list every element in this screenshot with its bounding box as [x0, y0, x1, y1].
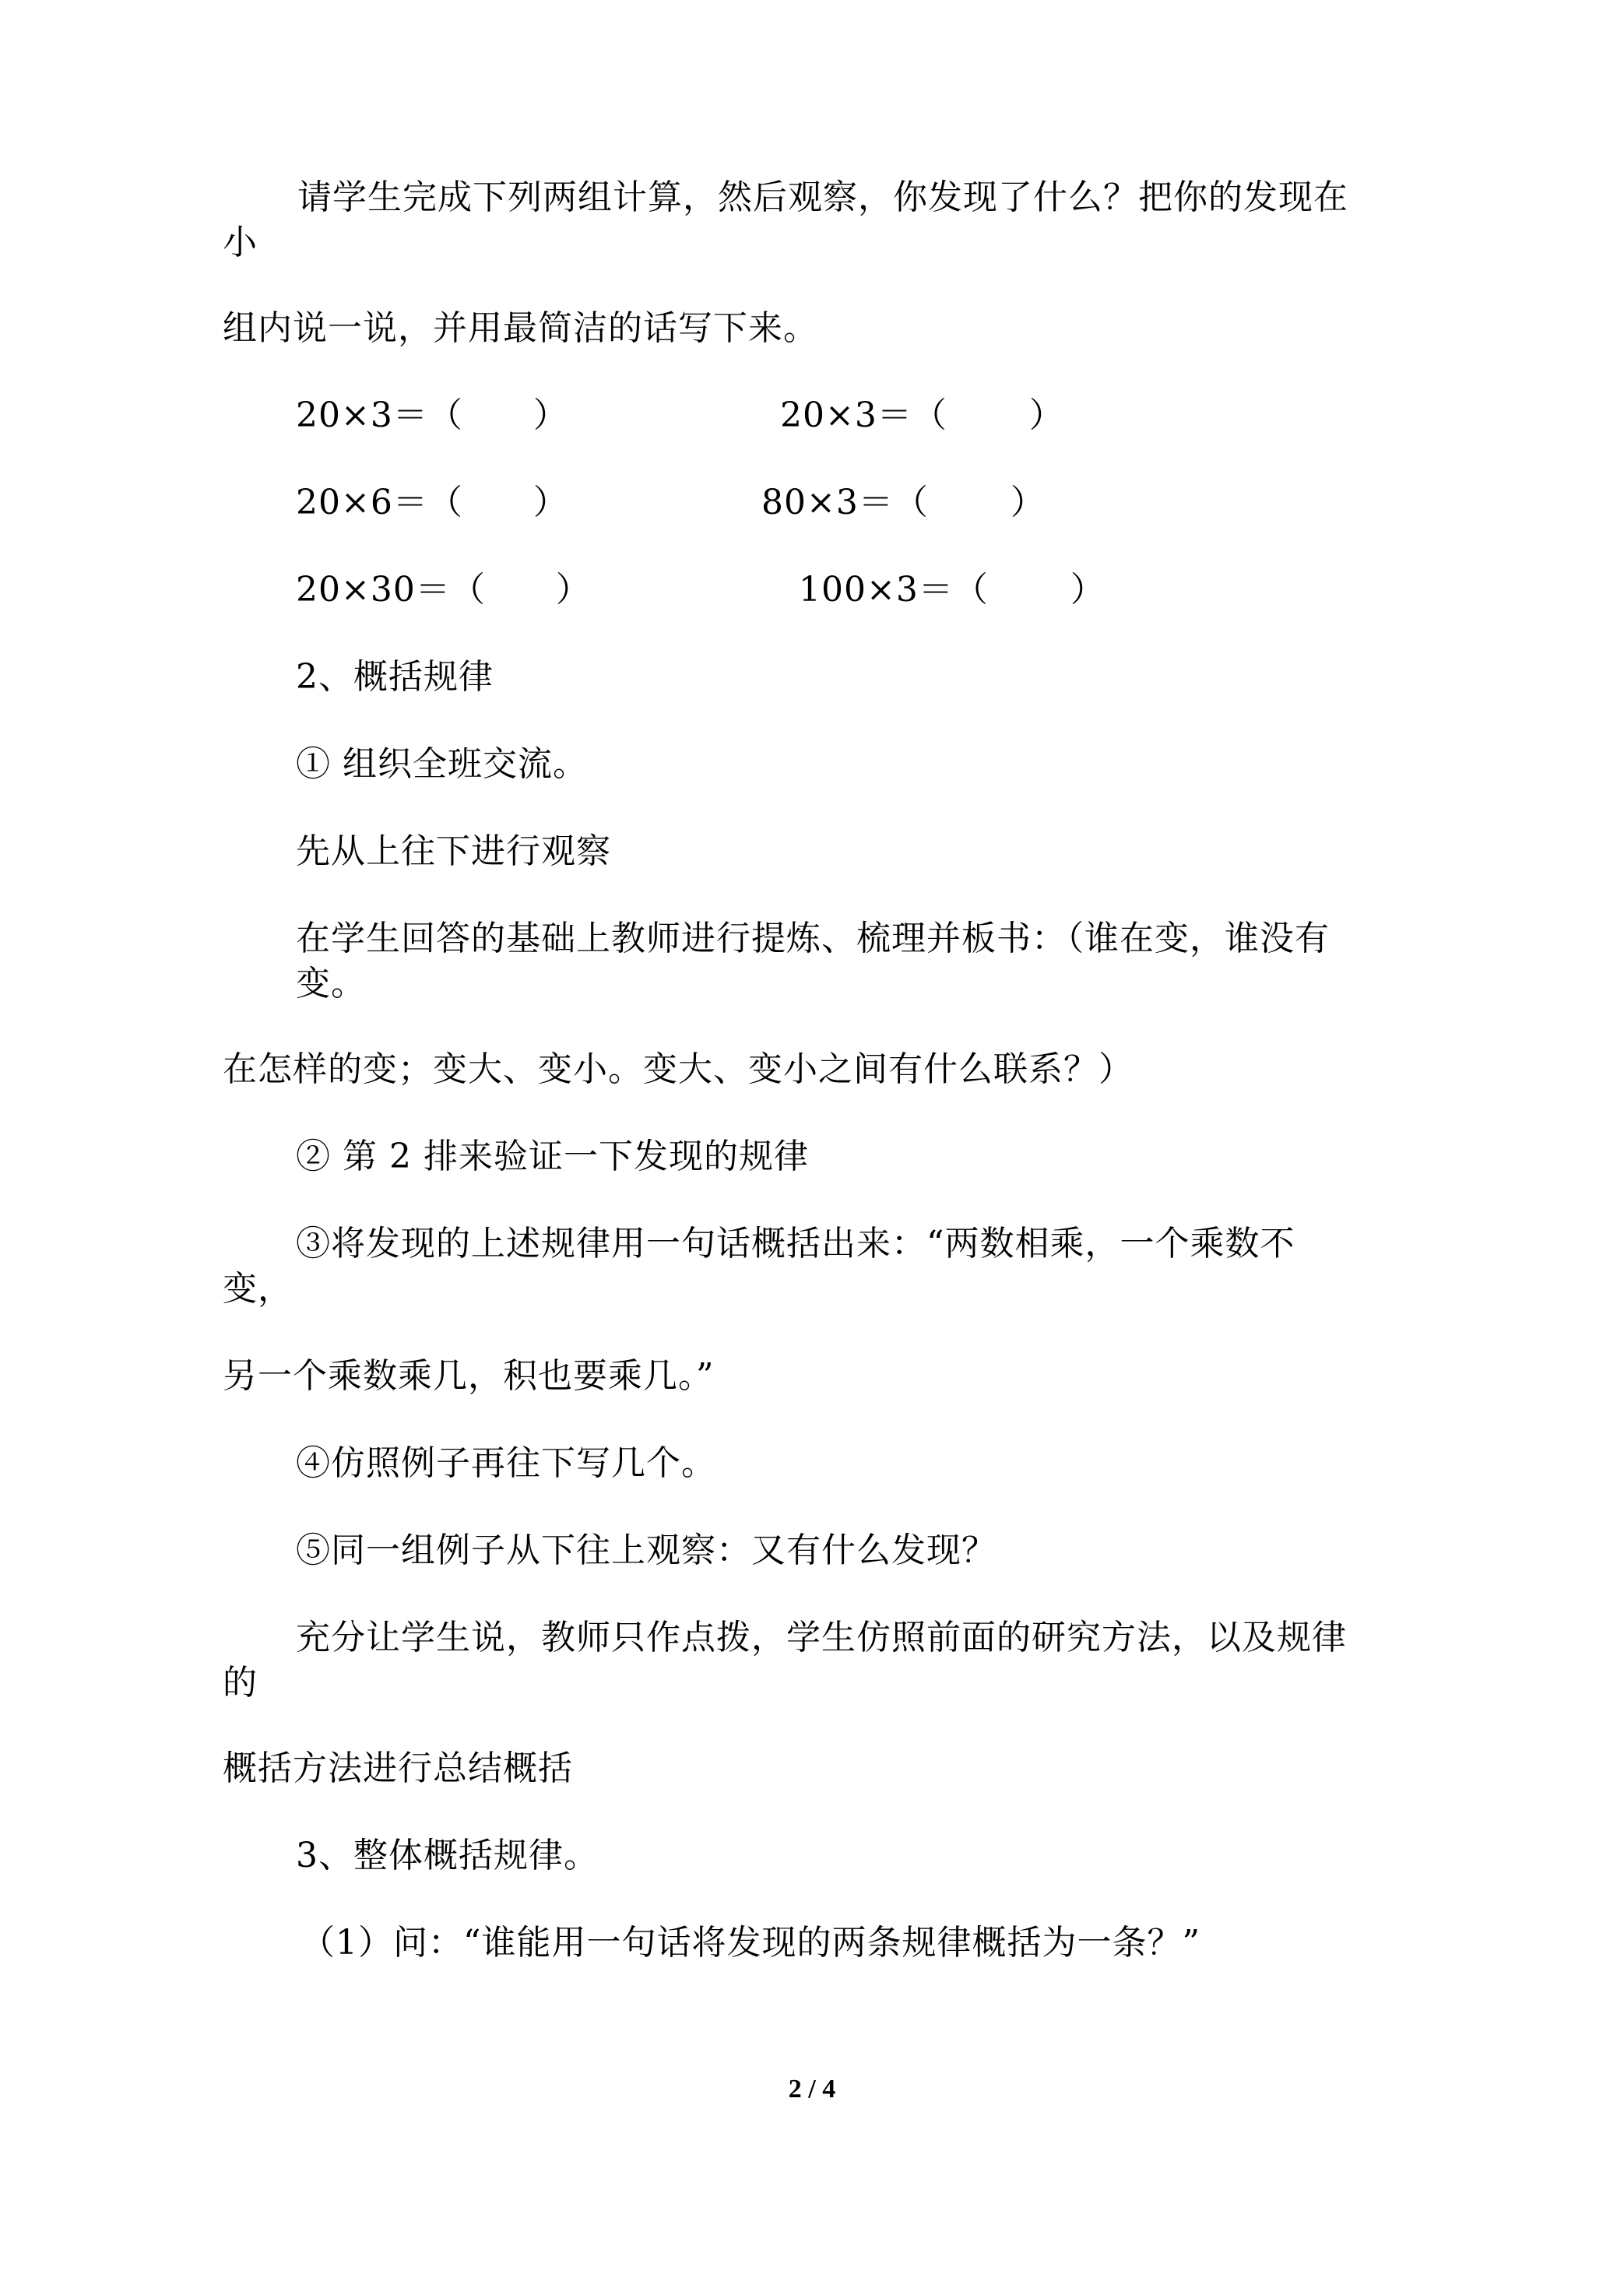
- paragraph-line: 充分让学生说，教师只作点拨，学生仿照前面的研究方法，以及规律: [296, 1618, 1347, 1657]
- paragraph-line: 请学生完成下列两组计算，然后观察，你发现了什么？把你的发现在: [297, 177, 1348, 217]
- page-separator: /: [801, 2075, 823, 2103]
- paragraph-line: 先从上往下进行观察: [296, 831, 611, 871]
- paragraph-line: 另一个乘数乘几，积也要乘几。”: [223, 1356, 715, 1396]
- paragraph-line: （1）问：“谁能用一句话将发现的两条规律概括为一条？”: [301, 1923, 1200, 1963]
- equation-right: 100×3＝（ ）: [799, 570, 1106, 610]
- page-number: [0, 2074, 1624, 2105]
- paragraph-line: ① 组织全班交流。: [296, 744, 588, 784]
- equation-right: 80×3＝（ ）: [761, 483, 1046, 522]
- section-heading: 2、概括规律: [296, 657, 494, 697]
- paragraph-line: ④仿照例子再往下写几个。: [296, 1443, 716, 1483]
- equation-left: 20×6＝（ ）: [296, 483, 568, 522]
- paragraph-line: ⑤同一组例子从下往上观察：又有什么发现？: [296, 1531, 997, 1570]
- paragraph-line: 在学生回答的基础上教师进行提炼、梳理并板书：（谁在变，谁没有: [296, 919, 1330, 958]
- paragraph-line: ③将发现的上述规律用一句话概括出来：“两数相乘，一个乘数不: [296, 1224, 1295, 1263]
- equation-left: 20×3＝（ ）: [296, 395, 568, 435]
- paragraph-line: 变。: [296, 964, 366, 1003]
- paragraph-line: 的: [223, 1663, 258, 1703]
- paragraph-line: 概括方法进行总结概括: [223, 1748, 573, 1788]
- equation-right: 20×3＝（ ）: [780, 395, 1064, 435]
- paragraph-line: 组内说一说，并用最简洁的话写下来。: [223, 308, 818, 348]
- paragraph-line: ② 第 2 排来验证一下发现的规律: [296, 1137, 809, 1176]
- current-page: 2: [788, 2075, 802, 2103]
- section-heading: 3、整体概括规律。: [296, 1836, 599, 1875]
- paragraph-line: 在怎样的变；变大、变小。变大、变小之间有什么联系？）: [223, 1049, 1134, 1089]
- paragraph-line: 变，: [223, 1269, 293, 1309]
- paragraph-line: 小: [223, 223, 258, 262]
- total-pages: 4: [822, 2075, 836, 2103]
- equation-left: 20×30＝（ ）: [296, 570, 591, 610]
